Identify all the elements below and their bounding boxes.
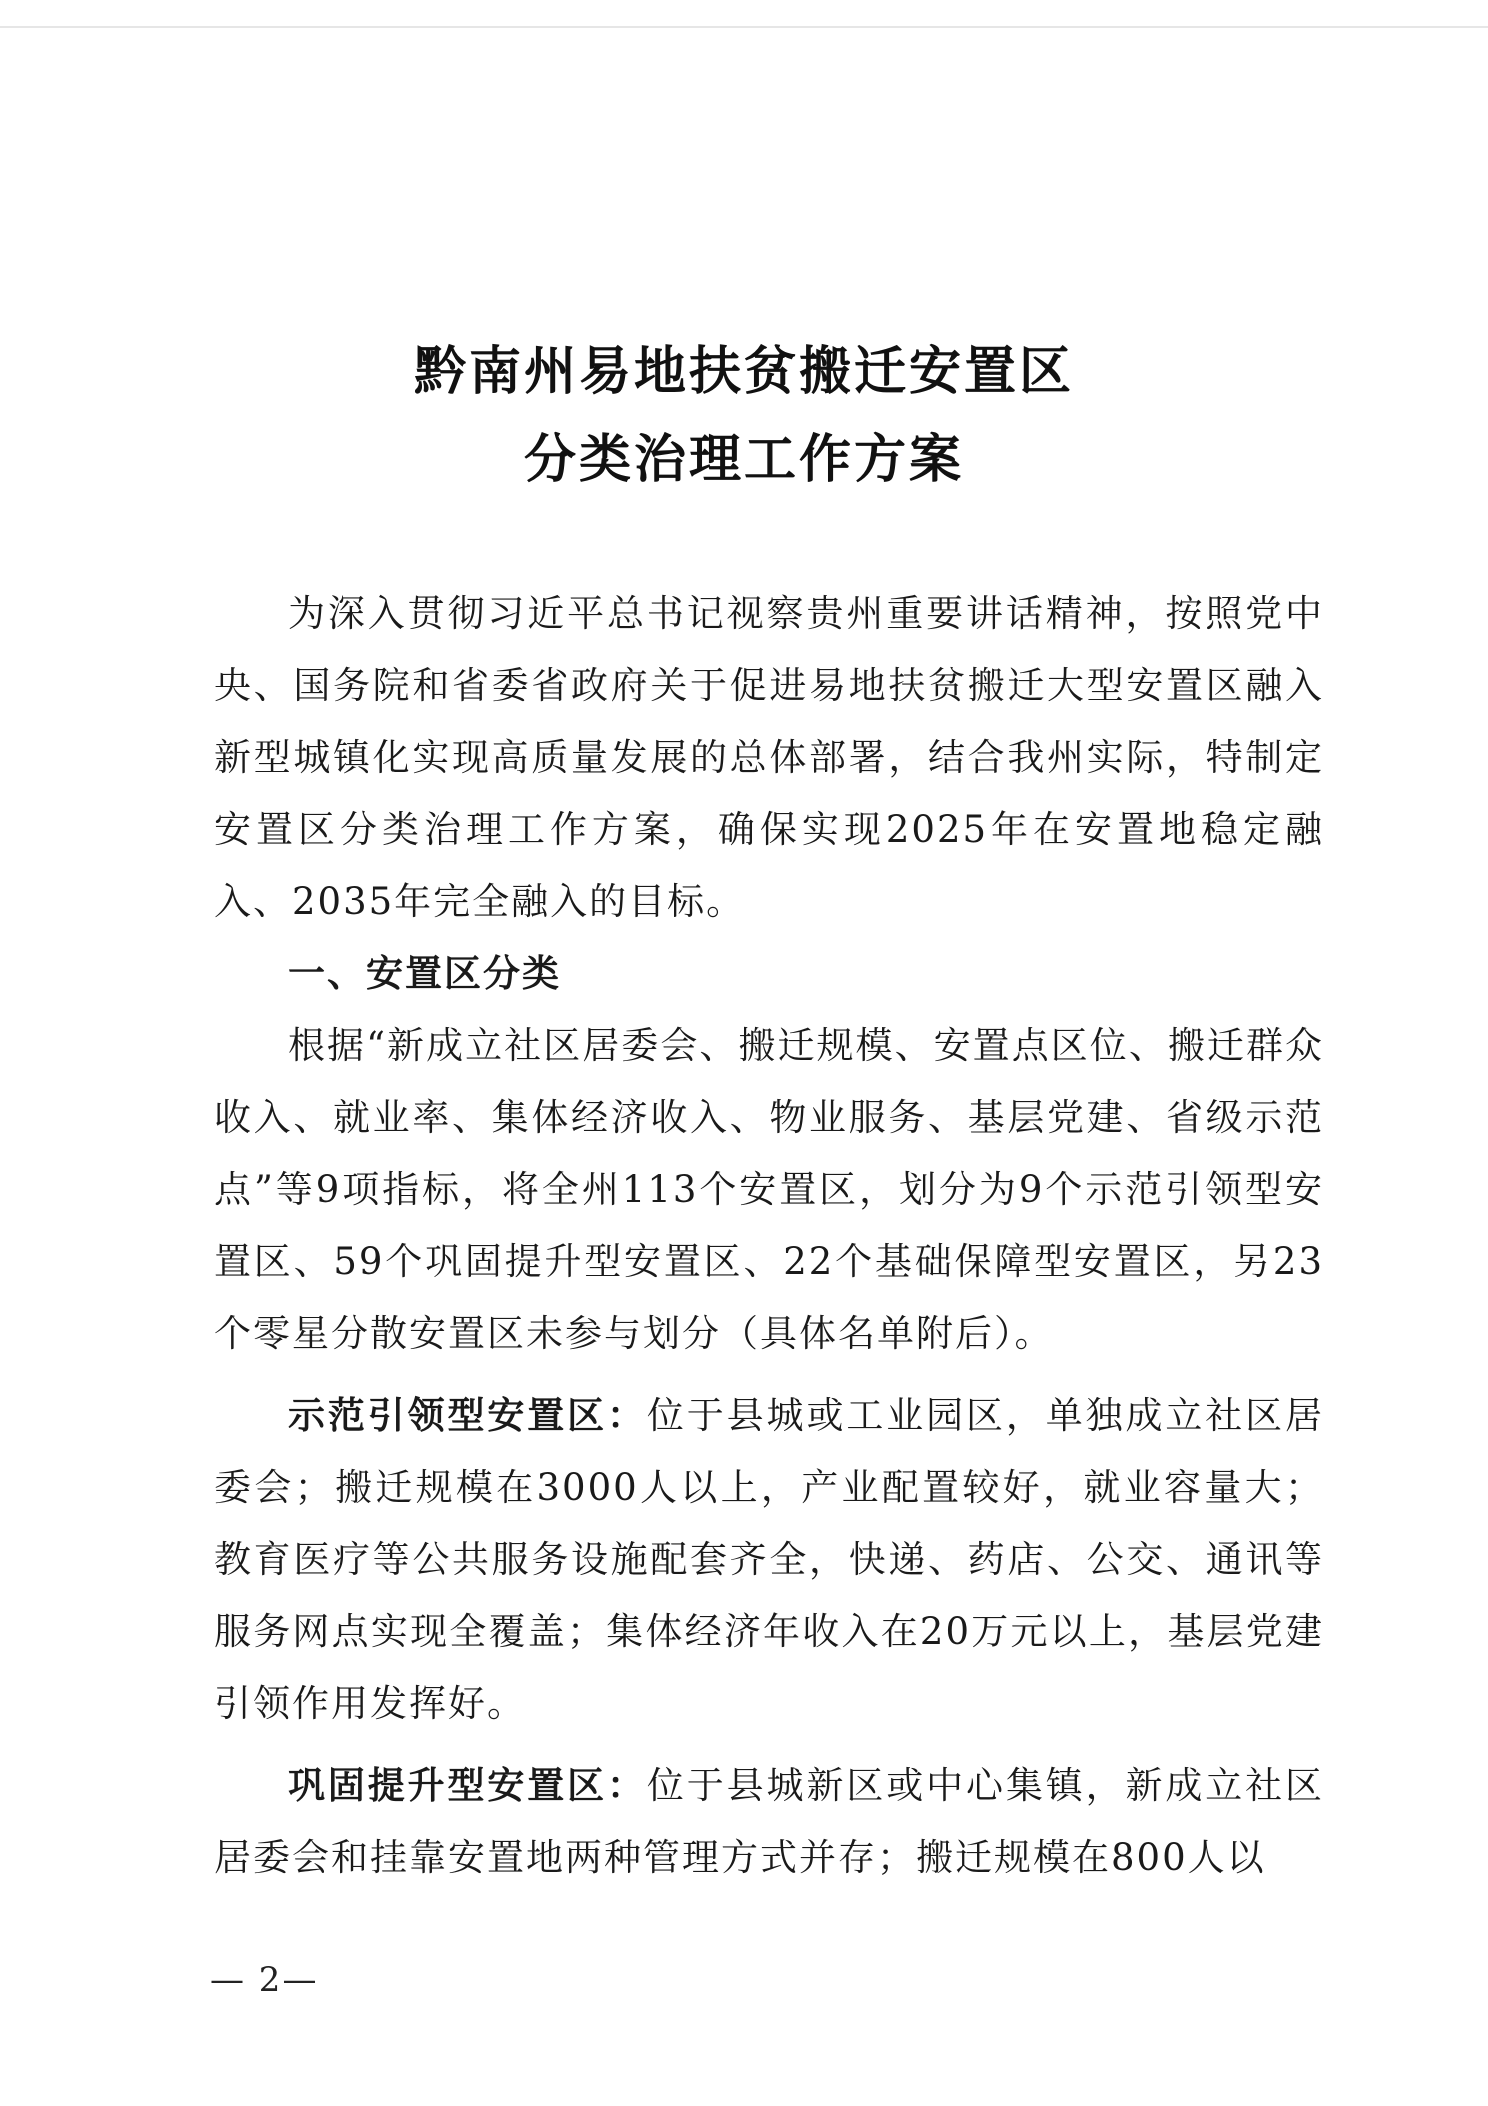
top-scan-edge [0, 26, 1488, 28]
consolidate-zone-paragraph [214, 1750, 1324, 1894]
classification-paragraph: 根据“新成立社区居委会、搬迁规模、安置点区位、搬迁群众收入、就业率、集体经济收入、物业服务、基层党建、省级示范点”等9项指标，将全州113个安置区，划分为9个示范引领型安置区、59个巩固提升型安置区、22个基础保障型安置区，另23个零星分散安置区未参与划分（具体名单附后）。 [214, 1024, 1324, 1355]
section-heading [214, 938, 1324, 1010]
section-1-heading: 一、安置区分类 [288, 952, 561, 995]
document-title-line-1: 黔南州易地扶贫搬迁安置区 [413, 341, 1074, 402]
document-title-line-2: 分类治理工作方案 [523, 429, 964, 490]
intro-paragraph: 为深入贯彻习近平总书记视察贵州重要讲话精神，按照党中央、国务院和省委省政府关于促进易地扶贫搬迁大型安置区融入新型城镇化实现高质量发展的总体部署，结合我州实际，特制定安置区分类治理工作方案，确保实现2025年在安置地稳定融入、2035年完全融入的目标。 [214, 592, 1324, 923]
demo-zone-text: 位于县城或工业园区，单独成立社区居委会；搬迁规模在3000人以上，产业配置较好，就业容量大；教育医疗等公共服务设施配套齐全，快递、药店、公交、通讯等服务网点实现全覆盖；集体经济年收入在20万元以上，基层党建引领作用发挥好。 [214, 1394, 1325, 1725]
consolidate-zone-lead: 巩固提升型安置区： [288, 1764, 647, 1807]
consolidate-zone-text: 位于县城新区或中心集镇，新成立社区居委会和挂靠安置地两种管理方式并存；搬迁规模在800人以 [214, 1764, 1325, 1879]
demo-zone-lead: 示范引领型安置区： [288, 1394, 647, 1437]
demo-zone-paragraph [214, 1380, 1324, 1740]
document-body [214, 578, 1324, 1894]
page-number: — 2— [210, 1960, 319, 2000]
